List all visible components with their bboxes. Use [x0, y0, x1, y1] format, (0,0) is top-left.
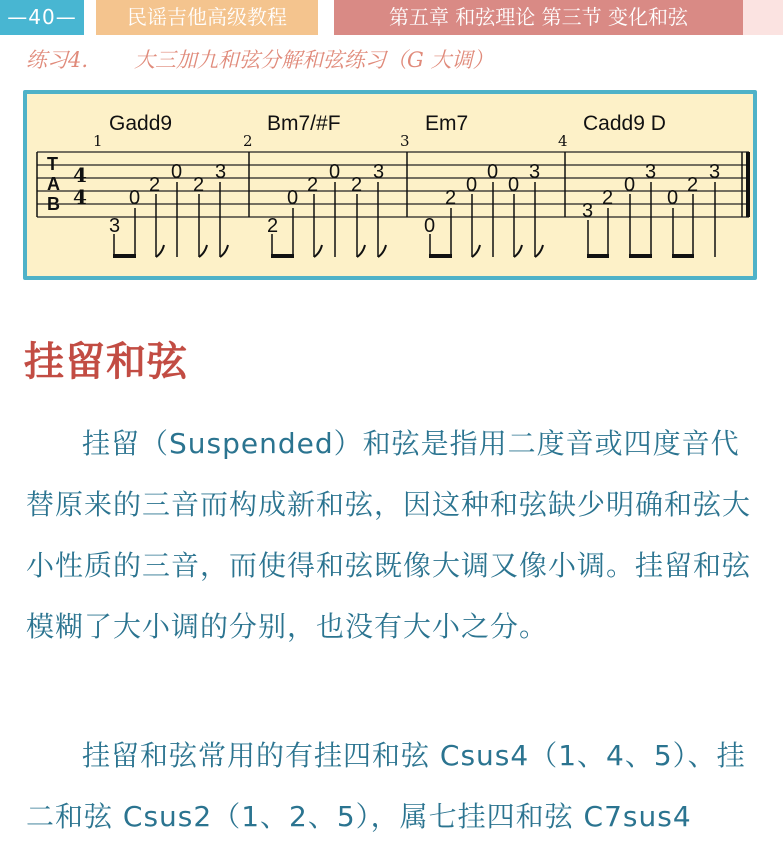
- measure-number: 2: [243, 132, 253, 150]
- tab-clef-t: T: [47, 154, 58, 174]
- time-sig-denominator: 4: [73, 185, 87, 209]
- fret-number: 2: [149, 174, 161, 196]
- fret-number: 2: [307, 174, 319, 196]
- chord-name: Em7: [425, 112, 469, 135]
- body-paragraph: 挂留（Suspended）和弦是指用二度音或四度音代替原来的三音而构成新和弦，因这种和弦缺少明确和弦大小性质的三音，而使得和弦既像大调又像小调。挂留和弦模糊了大小调的分别，也没有大小之分。: [26, 427, 752, 643]
- section-title: 挂留和弦: [24, 338, 188, 385]
- chapter-title: 第五章 和弦理论 第三节 变化和弦: [334, 0, 743, 35]
- fret-number: 0: [624, 174, 636, 196]
- fret-number: 3: [373, 161, 385, 183]
- header-spacer: [318, 0, 334, 35]
- tab-clef-b: B: [47, 194, 60, 214]
- fret-number: 0: [171, 161, 183, 183]
- fret-number: 2: [193, 174, 205, 196]
- exercise-title: 大三加九和弦分解和弦练习（G 大调）: [134, 48, 494, 72]
- time-sig-numerator: 4: [73, 163, 87, 187]
- fret-number: 0: [329, 161, 341, 183]
- page-number: —40—: [0, 0, 84, 35]
- fret-number: 2: [602, 187, 614, 209]
- measure-number: 4: [558, 132, 568, 150]
- fret-number: 3: [109, 215, 121, 237]
- note-flags: [156, 245, 543, 257]
- tab-clef-a: A: [47, 174, 60, 194]
- fret-number: 0: [508, 174, 520, 196]
- chord-name: Cadd9 D: [583, 112, 666, 135]
- body-paragraph: 挂留和弦常用的有挂四和弦 Csus4（1、4、5）、挂二和弦 Csus2（1、2、5），属七挂四和弦 C7sus4: [26, 739, 746, 833]
- exercise-number: 练习4.: [26, 48, 89, 72]
- fret-number: 3: [529, 161, 541, 183]
- tab-staff: [37, 152, 749, 217]
- chord-name: Gadd9: [109, 112, 173, 135]
- header-end-block: [743, 0, 783, 35]
- fret-number: 0: [667, 187, 679, 209]
- fret-number: 2: [445, 187, 457, 209]
- fret-number: 2: [687, 174, 699, 196]
- fret-number: 0: [466, 174, 478, 196]
- measure-number: 3: [400, 132, 410, 150]
- measure-number: 1: [93, 132, 103, 150]
- fret-number: 3: [709, 161, 721, 183]
- fret-number: 2: [351, 174, 363, 196]
- chord-name: Bm7/#F: [267, 112, 341, 135]
- tab-barlines: [37, 152, 748, 217]
- fret-number: 3: [582, 200, 594, 222]
- book-title: 民谣吉他高级教程: [96, 0, 318, 35]
- fret-number: 0: [487, 161, 499, 183]
- fret-number: 0: [129, 187, 141, 209]
- fret-number: 3: [215, 161, 227, 183]
- fret-number: 0: [424, 215, 436, 237]
- fret-number: 0: [287, 187, 299, 209]
- fret-number: 2: [267, 215, 279, 237]
- fret-number: 3: [645, 161, 657, 183]
- guitar-tab-figure: [23, 90, 757, 280]
- guitar-tab-svg: [27, 94, 753, 276]
- exercise-heading: [26, 44, 494, 74]
- header-spacer: [84, 0, 96, 35]
